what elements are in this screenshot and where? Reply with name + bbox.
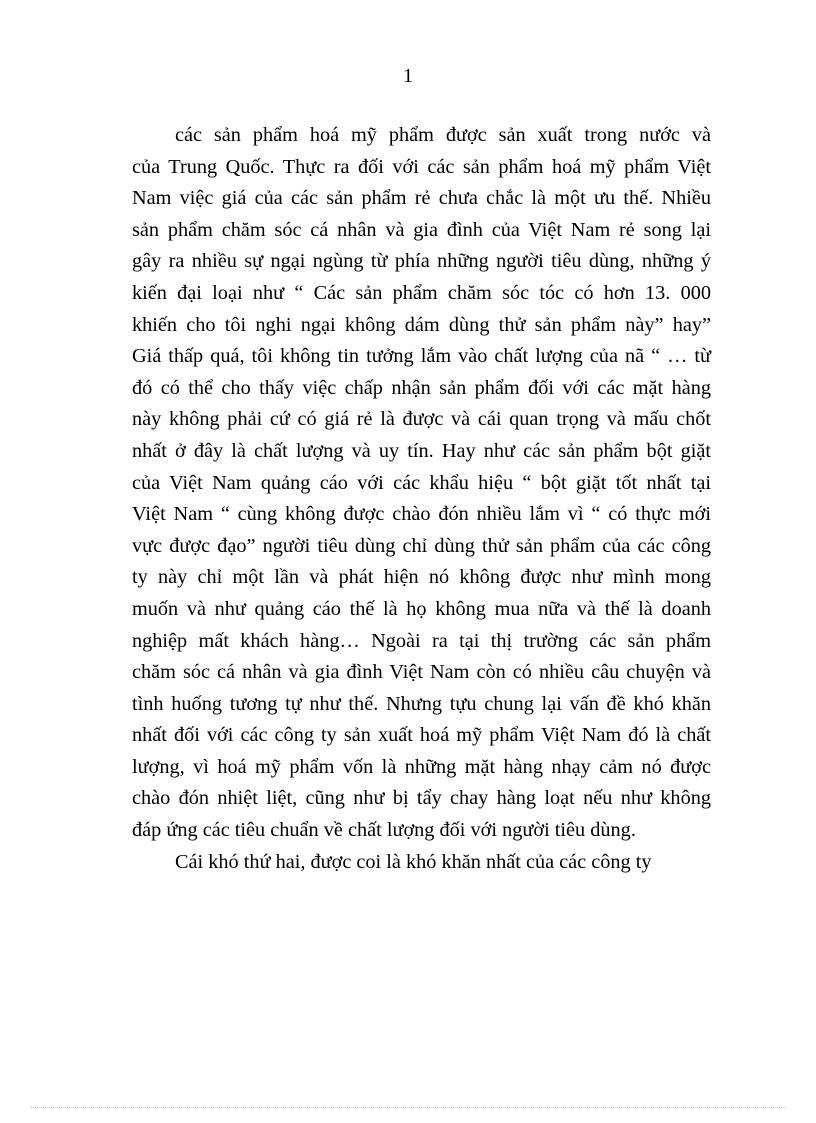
text-line: chăm sóc cá nhân và gia đình Việt Nam còn có nhiều câu chuyện và xyxy=(132,661,711,684)
text-line: các sản phẩm hoá mỹ phẩm được sản xuất trong nước và xyxy=(175,124,711,146)
text-line: đó có thể cho thấy việc chấp nhận sản phẩm đối với các mặt hàng xyxy=(132,376,711,399)
text-line: đáp ứng các tiêu chuẩn về chất lượng đối với người tiêu dùng. xyxy=(132,819,636,842)
paragraph-1 xyxy=(132,120,711,847)
text-line: của Việt Nam quảng cáo với các khẩu hiệu “ bột giặt tốt nhất tại xyxy=(132,471,711,494)
text-line: muốn và như quảng cáo thế là họ không mua nữa và thế là doanh xyxy=(132,597,711,620)
page-bottom-edge xyxy=(30,1107,786,1108)
text-line: chào đón nhiệt liệt, cũng như bị tẩy chay hàng loạt nếu như không xyxy=(132,787,711,810)
text-line: sản phẩm chăm sóc cá nhân và gia đình của Việt Nam rẻ song lại xyxy=(132,218,711,241)
text-line: nhất ở đây là chất lượng và uy tín. Hay như các sản phẩm bột giặt xyxy=(132,439,711,462)
text-line: nghiệp mất khách hàng… Ngoài ra tại thị trường các sản phẩm xyxy=(132,629,711,652)
text-line: này không phải cứ có giá rẻ là được và cái quan trọng và mấu chốt xyxy=(132,408,711,431)
text-line: kiến đại loại như “ Các sản phẩm chăm sóc tóc có hơn 13. 000 xyxy=(132,281,711,304)
text-line: gây ra nhiều sự ngại ngùng từ phía những người tiêu dùng, những ý xyxy=(132,250,711,273)
text-line: ty này chỉ một lần và phát hiện nó không được như mình mong xyxy=(132,566,711,589)
text-line: khiến cho tôi nghi ngại không dám dùng thử sản phẩm này” hay” xyxy=(132,313,711,336)
text-line: Việt Nam “ cùng không được chào đón nhiều lắm vì “ có thực mới xyxy=(132,503,711,526)
body-text xyxy=(132,120,711,878)
text-line: Cái khó thứ hai, được coi là khó khăn nhất của các công ty xyxy=(175,850,652,873)
text-line: Nam việc giá của các sản phẩm rẻ chưa chắc là một ưu thế. Nhiều xyxy=(132,187,711,210)
text-line: của Trung Quốc. Thực ra đối với các sản phẩm hoá mỹ phẩm Việt xyxy=(132,155,711,178)
text-line: lượng, vì hoá mỹ phẩm vốn là những mặt hàng nhạy cảm nó được xyxy=(132,755,711,778)
page-number: 1 xyxy=(403,65,413,87)
text-line: nhất đối với các công ty sản xuất hoá mỹ phẩm Việt Nam đó là chất xyxy=(132,724,711,747)
paragraph-2 xyxy=(132,847,711,879)
text-line: vực được đạo” người tiêu dùng chỉ dùng thử sản phẩm của các công xyxy=(132,534,711,557)
text-line: Giá thấp quá, tôi không tin tưởng lắm vào chất lượng của nã “ … từ xyxy=(132,345,711,368)
text-line: tình huống tương tự như thế. Nhưng tựu chung lại vấn đề khó khăn xyxy=(132,692,711,715)
